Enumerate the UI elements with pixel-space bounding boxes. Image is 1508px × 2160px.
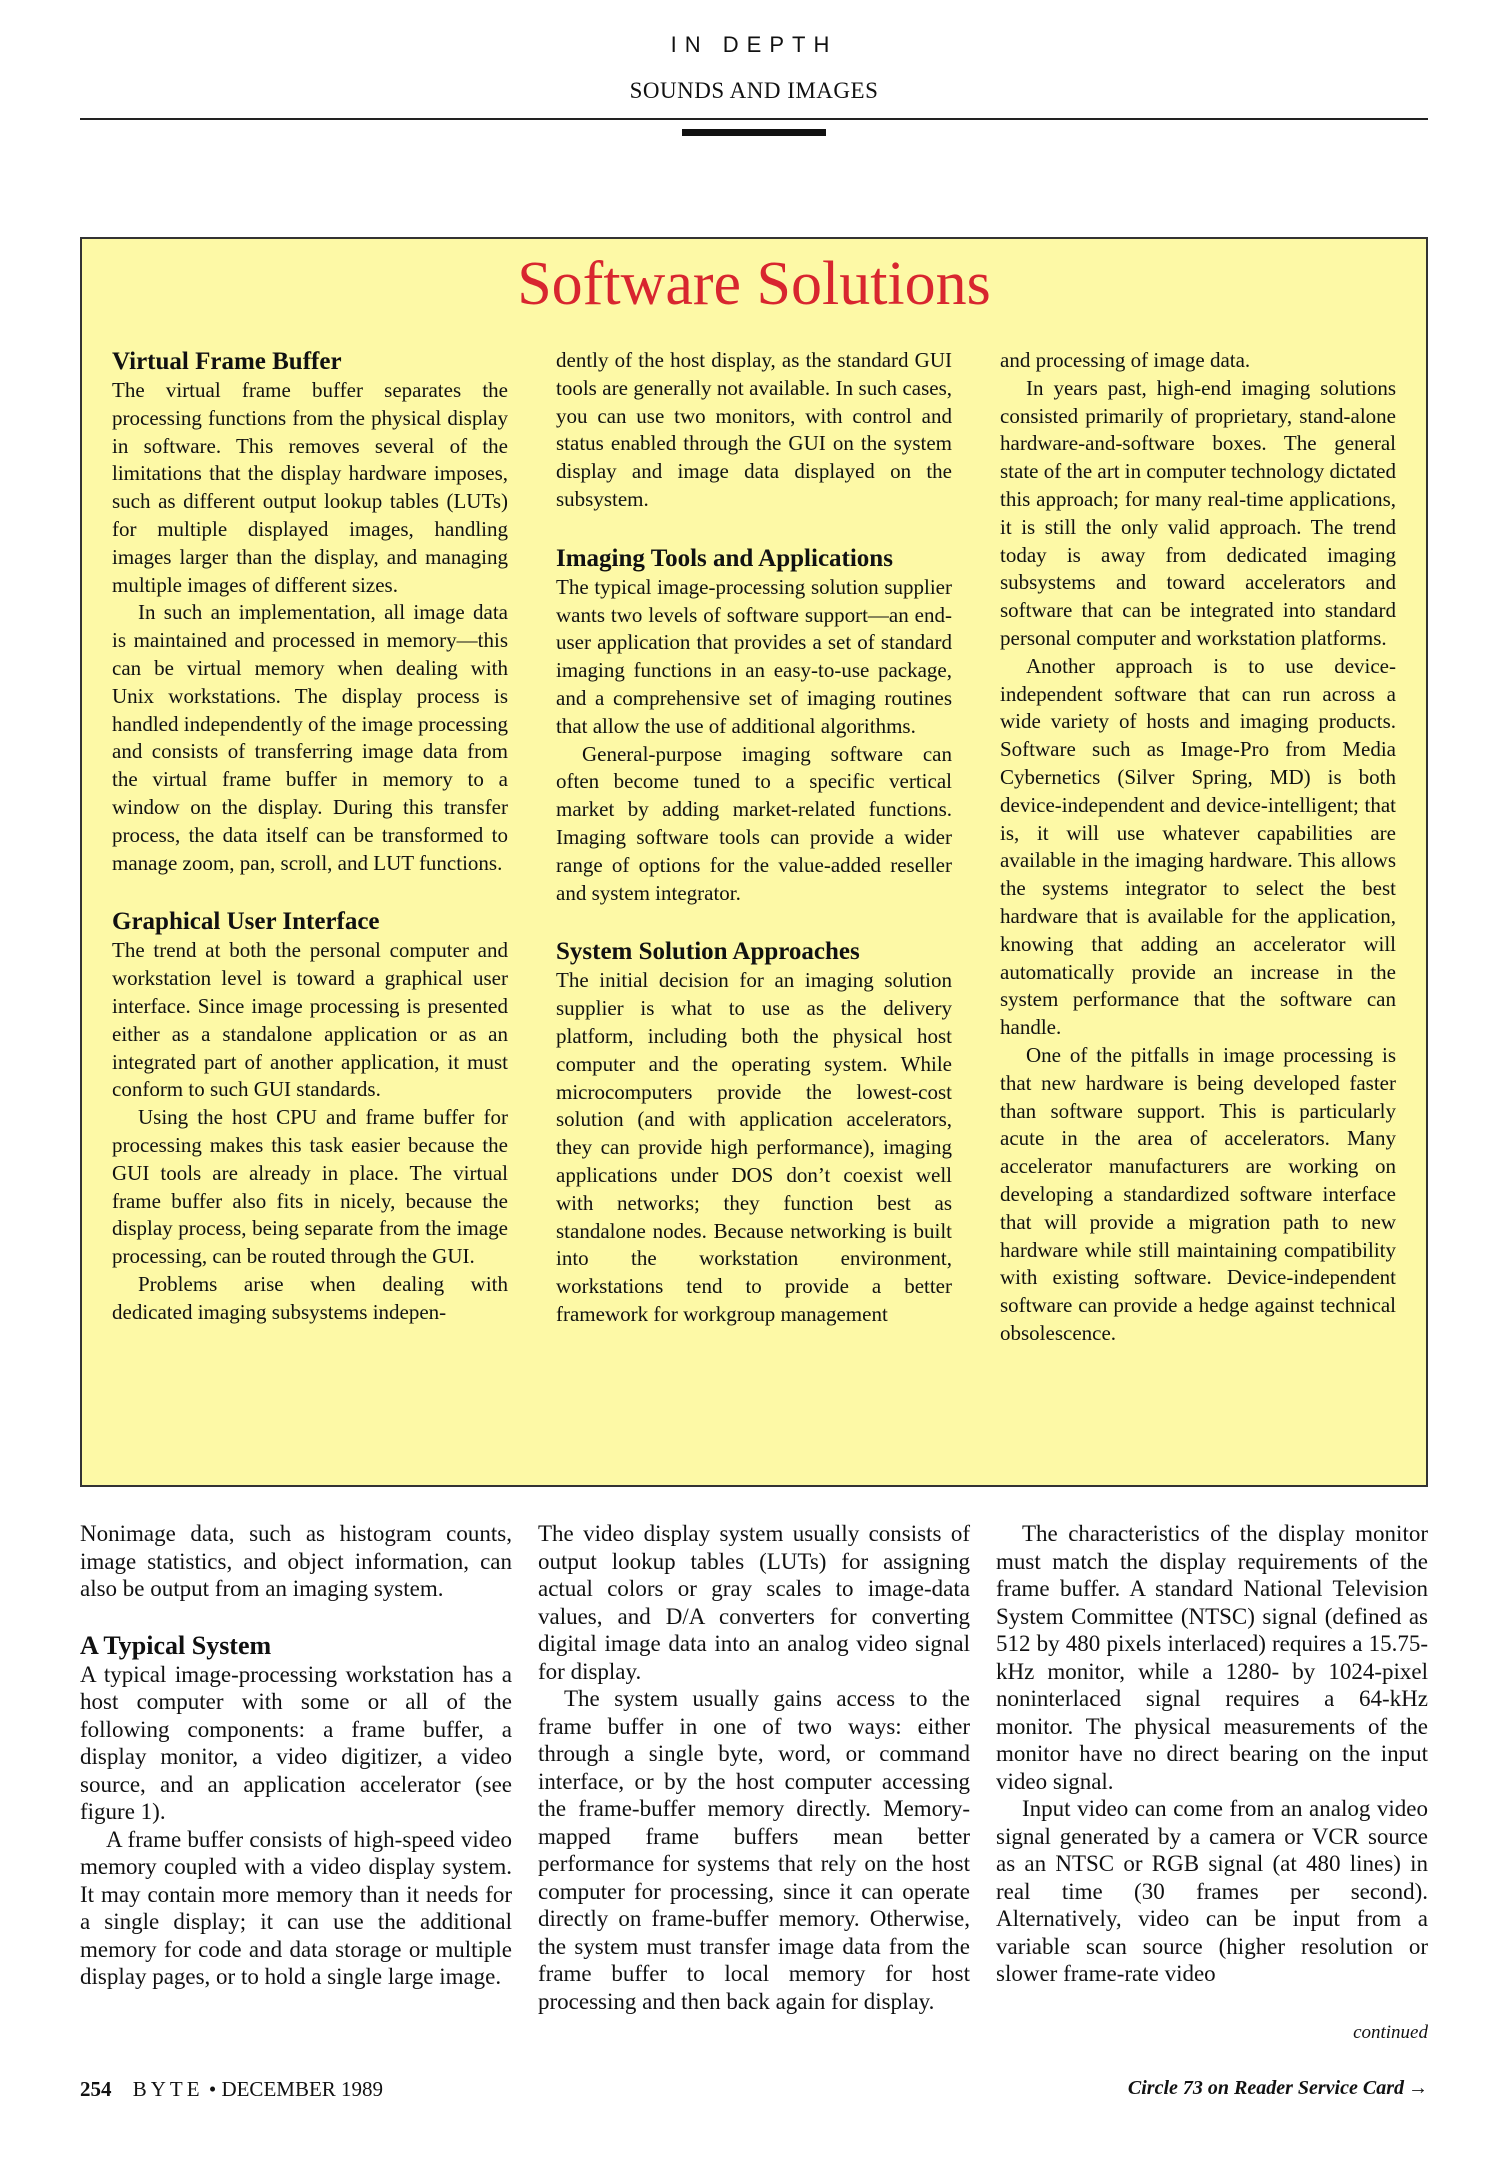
subhead-imaging-tools: Imaging Tools and Applications xyxy=(556,544,893,572)
footer-separator: • xyxy=(208,2077,217,2101)
paragraph: Using the host CPU and frame buffer for processing makes this task easier because the GUI tools are already in place. The virtual frame buffer also fits in nicely, because the display process, being separate from the image processing, can be routed through the GUI. xyxy=(112,1105,508,1269)
sidebar-column-3 xyxy=(1000,347,1396,1348)
page-footer xyxy=(80,2077,383,2102)
body-column-3 xyxy=(996,1520,1428,1988)
paragraph: The characteristics of the display monitor must match the display requirements of the frame buffer. A standard National Television System Committee (NTSC) signal (defined as 512 by 480 pixels interlaced) requires a 15.75-kHz monitor, while a 1280- by 1024-pixel noninterlaced signal requires a 64-kHz monitor. The physical measurements of the monitor have no direct bearing on the input video signal. xyxy=(996,1521,1428,1794)
sidebar-column-2 xyxy=(556,347,952,1329)
arrow-right-icon: → xyxy=(1408,2077,1428,2099)
paragraph: The system usually gains access to the frame buffer in one of two ways: either through a single byte, word, or command interface, or by the host computer accessing the frame-buffer memory directly. Memory-mapped frame buffers mean better performance for systems that rely on the host computer for processing, since it can operate directly on frame-buffer memory. Otherwise, the system must transfer image data from the frame buffer to local memory for host processing and then back again for display. xyxy=(538,1686,970,2014)
reader-service-note xyxy=(1128,2077,1428,2100)
subhead-virtual-frame-buffer: Virtual Frame Buffer xyxy=(112,348,342,375)
kicker-label: IN DEPTH xyxy=(670,32,838,57)
continued-label: continued xyxy=(1353,2022,1428,2043)
header-rule-bar xyxy=(682,129,826,136)
paragraph: Input video can come from an analog video signal generated by a camera or VCR source as an NTSC or RGB signal (at 480 lines) in real time (30 frames per second). Alternatively, video can be input from a variable scan source (higher resolution or slower frame-rate video xyxy=(996,1796,1428,1986)
paragraph: General-purpose imaging software can often become tuned to a specific vertical market by adding market-related functions. Imaging software tools can provide a wider range of options for the value-added reseller and system integrator. xyxy=(556,741,952,905)
paragraph: The typical image-processing solution supplier wants two levels of software support—an end-user application that provides a set of standard imaging functions in an easy-to-use package, and a comprehensive set of imaging routines that allow the use of additional algorithms. xyxy=(556,574,952,738)
header-rule xyxy=(80,118,1428,120)
paragraph: and processing of image data. xyxy=(1000,348,1251,372)
sidebar-column-1 xyxy=(112,347,508,1327)
paragraph: The initial decision for an imaging solution supplier is what to use as the delivery platform, including both the physical host computer and the operating system. While microcomputers provide the lowest-cost solution (and with application accelerators, they can provide high performance), imaging applications under DOS don’t coexist well with networks; they function best as standalone nodes. Because networking is built into the workstation environment, workstations tend to provide a better framework for workgroup management xyxy=(556,968,952,1326)
section-title: SOUNDS AND IMAGES xyxy=(629,78,879,103)
paragraph: In years past, high-end imaging solutions consisted primarily of proprietary, stand-alone hardware-and-software boxes. The general state of the art in computer technology dictated this approach; for many real-time applications, it is still the only valid approach. The trend today is away from dedicated imaging subsystems and toward accelerators and software that can be integrated into standard personal computer and workstation platforms. xyxy=(1000,375,1396,650)
paragraph: A typical image-processing workstation has a host computer with some or all of the following components: a frame buffer, a display monitor, a video digitizer, a video source, and an application accelerator (see figure 1). xyxy=(80,1661,512,1824)
body-column-1 xyxy=(80,1520,512,1991)
subhead-a-typical-system: A Typical System xyxy=(80,1630,272,1660)
sidebar-title: Software Solutions xyxy=(517,250,991,318)
paragraph: The virtual frame buffer separates the processing functions from the physical display in software. This removes several of the limitations that the display hardware imposes, such as different output lookup tables (LUTs) for multiple displayed images, handling images larger than the display, and managing multiple images of different sizes. xyxy=(112,378,508,597)
paragraph: The video display system usually consists of output lookup tables (LUTs) for assigning actual colors or gray scales to image-data values, and D/A converters for converting digital image data into an analog video signal for display. xyxy=(538,1521,970,1684)
paragraph: Another approach is to use device-independent software that can run across a wide variety of hosts and imaging products. Software such as Image-Pro from Media Cybernetics (Silver Spring, MD) is both device-independent and device-intelligent; that is, it will use whatever capabilities are available in the imaging hardware. This allows the systems integrator to select the best hardware that is available for the application, knowing that adding an accelerator will automatically provide an increase in the system performance that the software can handle. xyxy=(1000,653,1396,1040)
paragraph: A frame buffer consists of high-speed video memory coupled with a video display system. It may contain more memory than it needs for a single display; it can use the additional memory for code and data storage or multiple display pages, or to hold a single large image. xyxy=(80,1826,512,1989)
sidebar-box xyxy=(80,237,1428,1487)
subhead-graphical-user-interface: Graphical User Interface xyxy=(112,908,380,936)
subhead-system-solution-approaches: System Solution Approaches xyxy=(556,938,860,966)
paragraph: Problems arise when dealing with dedicated imaging subsystems indepen- xyxy=(112,1271,508,1324)
issue-date: DECEMBER 1989 xyxy=(221,2077,384,2101)
page-number: 254 xyxy=(80,2077,112,2101)
paragraph: One of the pitfalls in image processing is that new hardware is being developed faster than software support. This is particularly acute in the area of accelerators. Many accelerator manufacturers are working on developing a standardized software interface that will provide a migration path to new hardware while still maintaining compatibility with existing software. Device-independent software can provide a hedge against technical obsolescence. xyxy=(1000,1042,1396,1345)
paragraph: Nonimage data, such as histogram counts, image statistics, and object information, can also be output from an imaging system. xyxy=(80,1521,512,1601)
paragraph: The trend at both the personal computer and workstation level is toward a graphical user interface. Since image processing is presented either as a standalone application or as an integrated part of another application, it must conform to such GUI standards. xyxy=(112,938,508,1102)
paragraph: In such an implementation, all image data is maintained and processed in memory—this can be virtual memory when dealing with Unix workstations. The display process is handled independently of the image processing and consists of transferring image data from the virtual frame buffer in memory to a window on the display. During this transfer process, the data itself can be transformed to manage zoom, pan, scroll, and LUT functions. xyxy=(112,600,508,875)
paragraph: dently of the host display, as the standard GUI tools are generally not available. In such cases, you can use two monitors, with control and status enabled through the GUI on the system display and image data displayed on the subsystem. xyxy=(556,348,952,511)
body-column-2 xyxy=(538,1520,970,2015)
reader-service-text: Circle 73 on Reader Service Card xyxy=(1127,2077,1404,2099)
magazine-name: BYTE xyxy=(132,2077,204,2101)
